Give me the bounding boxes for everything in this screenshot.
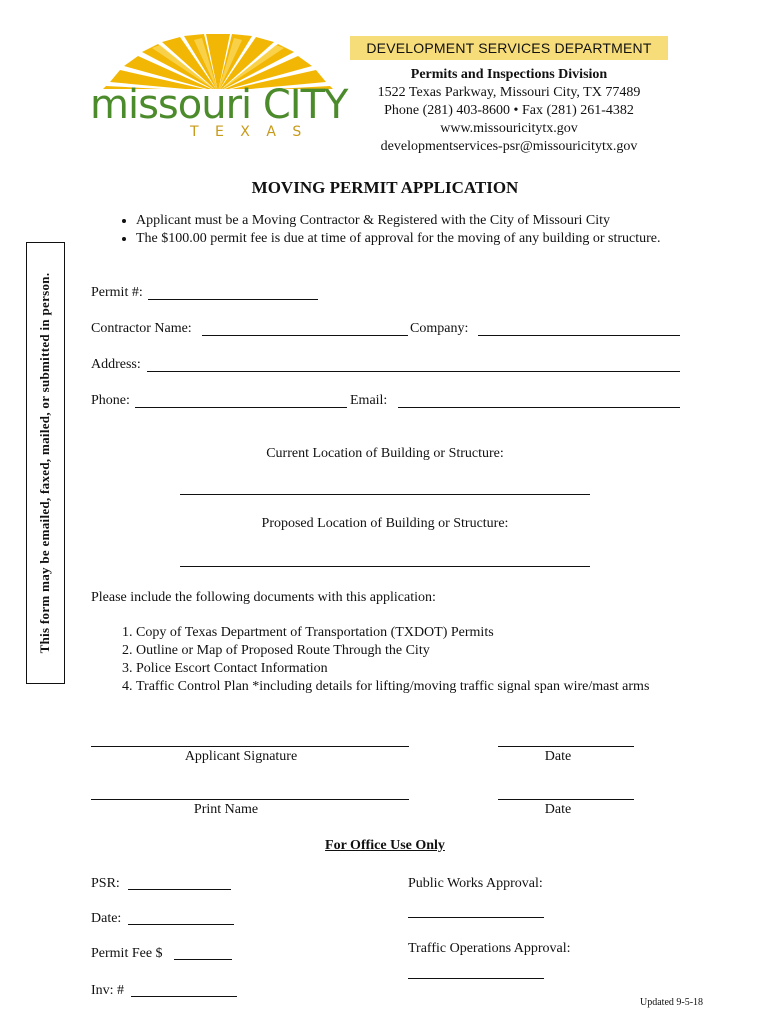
department-banner: DEVELOPMENT SERVICES DEPARTMENT — [350, 36, 668, 60]
document-item: 3. Police Escort Contact Information — [136, 660, 716, 678]
traffic-operations-approval-label: Traffic Operations Approval: — [408, 941, 571, 956]
current-location-field[interactable] — [180, 494, 590, 495]
traffic-operations-approval-field[interactable] — [408, 978, 544, 979]
document-item: 2. Outline or Map of Proposed Route Through the City — [136, 642, 716, 660]
contractor-name-label: Contractor Name: — [91, 321, 192, 336]
division-name: Permits and Inspections Division — [410, 67, 608, 82]
documents-list — [96, 624, 716, 696]
office-address: 1522 Texas Parkway, Missouri City, TX 77489 — [377, 85, 641, 100]
company-label: Company: — [410, 321, 469, 336]
applicant-signature-field[interactable] — [91, 746, 409, 747]
office-date-label: Date: — [91, 911, 122, 926]
invoice-field[interactable] — [131, 996, 237, 997]
print-name-field[interactable] — [91, 799, 409, 800]
public-works-approval-label: Public Works Approval: — [408, 876, 543, 891]
side-note-text: This form may be emailed, faxed, mailed, or submitted in person. — [37, 272, 52, 654]
proposed-location-label: Proposed Location of Building or Structure: — [261, 516, 509, 531]
document-item: 4. Traffic Control Plan *including details for lifting/moving traffic signal span wire/mast arms — [136, 678, 716, 696]
documents-intro: Please include the following documents with this application: — [91, 590, 436, 605]
psr-label: PSR: — [91, 876, 120, 891]
office-date-field[interactable] — [128, 924, 234, 925]
signature-date-label: Date — [544, 749, 572, 764]
permit-number-field[interactable] — [148, 299, 318, 300]
public-works-approval-field[interactable] — [408, 917, 544, 918]
email-field[interactable] — [398, 407, 680, 408]
requirements-list — [96, 212, 706, 248]
applicant-signature-label: Applicant Signature — [184, 749, 298, 764]
current-location-label: Current Location of Building or Structure: — [266, 446, 504, 461]
address-field[interactable] — [147, 371, 680, 372]
signature-date-field[interactable] — [498, 746, 634, 747]
phone-fax: Phone (281) 403-8600 • Fax (281) 261-4382 — [384, 103, 634, 118]
proposed-location-field[interactable] — [180, 566, 590, 567]
permit-fee-label: Permit Fee $ — [91, 946, 163, 961]
company-field[interactable] — [478, 335, 680, 336]
print-date-field[interactable] — [498, 799, 634, 800]
contractor-name-field[interactable] — [202, 335, 408, 336]
phone-label: Phone: — [91, 393, 130, 408]
print-name-label: Print Name — [193, 802, 259, 817]
phone-field[interactable] — [135, 407, 347, 408]
invoice-label: Inv: # — [91, 983, 125, 998]
print-date-label: Date — [544, 802, 572, 817]
requirement-item: • Applicant must be a Moving Contractor & Registered with the City of Missouri City — [136, 212, 706, 230]
permit-number-label: Permit #: — [91, 285, 143, 300]
permit-fee-field[interactable] — [174, 959, 232, 960]
updated-date: Updated 9-5-18 — [640, 997, 704, 1008]
address-label: Address: — [91, 357, 141, 372]
email-label: Email: — [350, 393, 388, 408]
website-link[interactable]: www.missouricitytx.gov — [440, 121, 578, 136]
office-use-title: For Office Use Only — [325, 838, 445, 853]
email-link[interactable]: developmentservices-psr@missouricitytx.gov — [380, 139, 638, 154]
requirement-item: • The $100.00 permit fee is due at time of approval for the moving of any building or structure. — [136, 230, 706, 248]
missouri-city-logo — [88, 34, 348, 144]
logo-city-text: missouri CITY — [90, 82, 348, 128]
psr-field[interactable] — [128, 889, 231, 890]
form-title: MOVING PERMIT APPLICATION — [251, 178, 519, 197]
logo-state-text: T E X A S — [190, 124, 308, 140]
document-item: 1. Copy of Texas Department of Transportation (TXDOT) Permits — [136, 624, 716, 642]
